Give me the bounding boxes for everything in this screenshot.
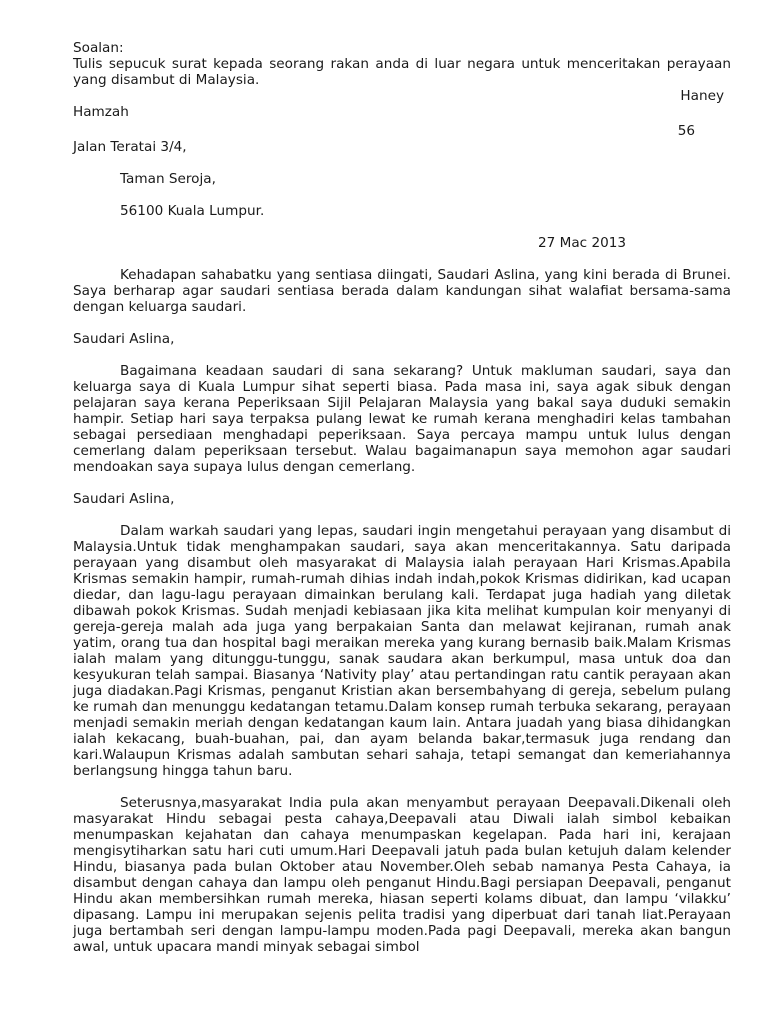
sender-last-name: Hamzah	[73, 104, 129, 120]
body-paragraph-1: Bagaimana keadaan saudari di sana sekarang? Untuk makluman saudari, saya dan keluarga saya di Kuala Lumpur sihat seperti biasa. Pada masa ini, saya agak sibuk dengan pelajaran saya kerana Peperiksaan Sijil Pelajaran Malaysia yang bakal saya duduki semakin hampir. Setiap hari saya terpaksa pulang lewat ke rumah kerana menghadiri kelas tambahan sebagai persediaan menghadapi peperiksaan. Saya percaya mampu untuk lulus dengan cemerlang dalam peperiksaan tersebut. Walau bagaimanapun saya memohon agar saudari mendoakan saya supaya lulus dengan cemerlang.	[73, 363, 731, 475]
sender-area: Taman Seroja,	[120, 171, 216, 187]
sender-house-number: 56	[677, 123, 695, 139]
letter-date: 27 Mac 2013	[538, 235, 627, 251]
sender-street: Jalan Teratai 3/4,	[73, 139, 187, 155]
body-paragraph-3: Seterusnya,masyarakat India pula akan menyambut perayaan Deepavali.Dikenali oleh masyarakat Hindu sebagai pesta cahaya,Deepavali atau Diwali ialah simbol kebaikan menumpaskan kejahatan dan cahaya menumpaskan kegelapan. Pada hari ini, kerajaan mengisytiharkan satu hari cuti umum.Hari Deepavali jatuh pada bulan ketujuh dalam kelender Hindu, biasanya pada bulan Oktober atau November.Oleh sebab namanya Pesta Cahaya, ia disambut dengan cahaya dan lampu oleh penganut Hindu.Bagi persiapan Deepavali, penganut Hindu akan membersihkan rumah mereka, hiasan seperti kolams dibuat, dan lampu ‘vilakku’ dipasang. Lampu ini merupakan sejenis pelita tradisi yang diperbuat dari tanah liat.Perayaan juga bertambah seri dengan lampu-lampu moden.Pada pagi Deepavali, mereka akan bangun awal, untuk upacara mandi minyak sebagai simbol	[73, 795, 731, 955]
sender-postcode-city: 56100 Kuala Lumpur.	[120, 203, 265, 219]
spacer	[73, 187, 731, 203]
spacer	[73, 315, 731, 331]
spacer	[73, 251, 731, 267]
spacer	[73, 155, 731, 171]
letter-content	[73, 40, 731, 955]
sender-first-name: Haney	[680, 88, 724, 104]
spacer	[73, 347, 731, 363]
question-text: Tulis sepucuk surat kepada seorang rakan anda di luar negara untuk menceritakan perayaan yang disambut di Malaysia.	[73, 56, 731, 88]
spacer	[73, 779, 731, 795]
opening-paragraph: Kehadapan sahabatku yang sentiasa diingati, Saudari Aslina, yang kini berada di Brunei. Saya berharap agar saudari sentiasa berada dalam kandungan sihat walafiat bersama-sama dengan keluarga saudari.	[73, 267, 731, 315]
body-paragraph-2: Dalam warkah saudari yang lepas, saudari ingin mengetahui perayaan yang disambut di Malaysia.Untuk tidak menghampakan saudari, saya akan menceritakannya. Satu daripada perayaan yang disambut oleh masyarakat di Malaysia ialah perayaan Hari Krismas.Apabila Krismas semakin hampir, rumah-rumah dihias indah indah,pokok Krismas didirikan, kad ucapan diedar, dan lagu-lagu perayaan dimainkan berulang kali. Terdapat juga hadiah yang diletak dibawah pokok Krismas. Sudah menjadi kebiasaan jika kita melihat kumpulan koir menyanyi di gereja-gereja malah ada juga yang berpakaian Santa dan melawat kejiranan, rumah anak yatim, orang tua dan hospital bagi meraikan mereka yang kurang bernasib baik.Malam Krismas ialah malam yang ditunggu-tunggu, sanak saudara akan berkumpul, masa untuk doa dan kesyukuran telah sampai. Biasanya ‘Nativity play’ atau pertandingan ratu cantik perayaan akan juga diadakan.Pagi Krismas, penganut Kristian akan bersembahyang di gereja, sebelum pulang ke rumah dan menunggu kedatangan tetamu.Dalam konsep rumah terbuka sekarang, perayaan menjadi semakin meriah dengan kedatangan kaum lain. Antara juadah yang biasa dihidangkan ialah kekacang, buah-buahan, pai, dan ayam belanda bakar,termasuk juga rendang dan kari.Walaupun Krismas adalah sambutan sehari sahaja, tetapi semangat dan kemeriahannya berlangsung hingga tahun baru.	[73, 523, 731, 779]
spacer	[73, 219, 731, 235]
salutation-second: Saudari Aslina,	[73, 491, 175, 507]
salutation-first: Saudari Aslina,	[73, 331, 175, 347]
question-label: Soalan:	[73, 40, 124, 56]
spacer	[73, 507, 731, 523]
spacer	[73, 475, 731, 491]
